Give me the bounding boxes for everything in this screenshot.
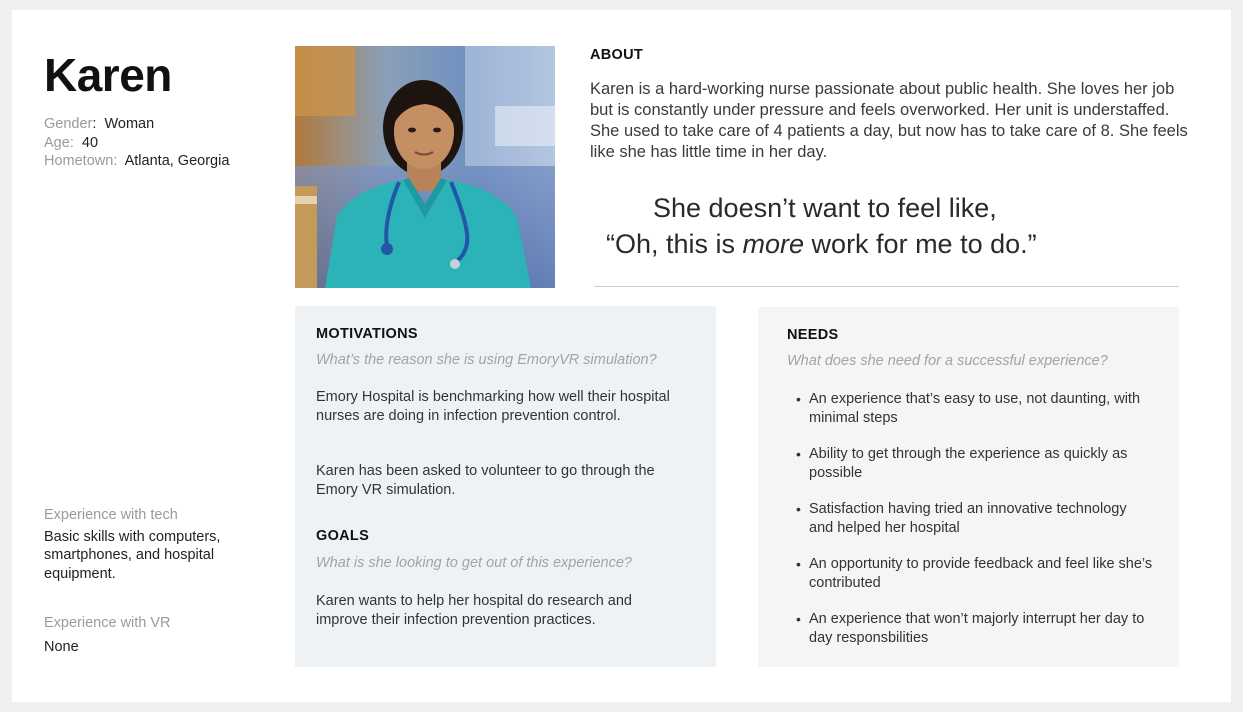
hometown-value: Atlanta, Georgia [124, 153, 230, 169]
experience-vr-label: Experience with VR [44, 615, 171, 631]
quote-line-2-start: “Oh, this is [606, 229, 743, 259]
list-item: • Ability to get through the experience as quickly as possible [796, 446, 1128, 481]
quote-line-1: She doesn’t want to feel like, [653, 193, 997, 223]
motivations-text-2: Karen has been asked to volunteer to go through the Emory VR simulation. [316, 463, 655, 498]
persona-quote [594, 190, 1194, 262]
motivations-text-1: Emory Hospital is benchmarking how well their hospital nurses are doing in infection prevention control. [316, 389, 670, 424]
needs-question: What does she need for a successful experience? [787, 353, 1108, 369]
needs-heading: NEEDS [787, 327, 839, 343]
persona-photo [295, 46, 555, 288]
quote-line-2 [594, 226, 1194, 262]
goals-question: What is she looking to get out of this experience? [316, 555, 632, 571]
gender-label: Gender [44, 116, 93, 132]
persona-demographics [44, 115, 229, 171]
nurse-portrait-image [295, 46, 555, 288]
experience-vr-value: None [44, 638, 79, 655]
section-divider [594, 286, 1179, 287]
experience-vr [44, 614, 171, 656]
about-heading: ABOUT [590, 47, 644, 63]
need-text: An experience that won’t majorly interrupt her day to day responsbilities [809, 611, 1145, 646]
need-text: An opportunity to provide feedback and feel like she’s contributed [809, 556, 1153, 591]
need-text: An experience that’s easy to use, not daunting, with minimal steps [809, 391, 1141, 426]
age-label: Age [44, 134, 70, 151]
motivations-heading: MOTIVATIONS [316, 326, 418, 342]
list-item: • An experience that won’t majorly interrupt her day to day responsbilities [796, 611, 1145, 646]
motivations-goals-panel [295, 306, 716, 667]
need-text: Satisfaction having tried an innovative technology and helped her hospital [809, 501, 1127, 536]
hometown-row: Hometown: Atlanta, Georgia [44, 153, 230, 169]
age-value: 40 [81, 134, 99, 151]
goals-heading: GOALS [316, 528, 370, 544]
list-item: • An experience that’s easy to use, not daunting, with minimal steps [796, 391, 1141, 426]
experience-tech-label: Experience with tech [44, 507, 178, 523]
hometown-label: Hometown [44, 153, 114, 169]
need-text: Ability to get through the experience as quickly as possible [809, 446, 1128, 481]
gender-value: Woman [104, 116, 155, 132]
needs-panel [758, 307, 1179, 667]
about-text: Karen is a hard-working nurse passionate about public health. She loves her job but is constantly under pressure and feels overworked. Her unit is understaffed. She used to take care of 4 patients a day, but now has to take care of 8. She feels like she has little time in her day. [590, 80, 1188, 161]
experience-tech-value: Basic skills with computers, smartphones, and hospital equipment. [44, 528, 221, 582]
gender-row: Gender: Woman [44, 116, 155, 132]
quote-line-2-end: work for me to do.” [804, 229, 1037, 259]
age-row: Age: 40 [44, 134, 99, 151]
persona-name: Karen [44, 49, 172, 101]
experience-tech [44, 506, 259, 583]
persona-card [12, 10, 1231, 702]
motivations-question: What’s the reason she is using EmoryVR simulation? [316, 352, 657, 368]
list-item: • An opportunity to provide feedback and feel like she’s contributed [796, 556, 1153, 591]
quote-emphasis: more [742, 229, 805, 259]
goals-text: Karen wants to help her hospital do research and improve their infection prevention practices. [316, 593, 632, 628]
list-item: • Satisfaction having tried an innovative technology and helped her hospital [796, 501, 1127, 536]
